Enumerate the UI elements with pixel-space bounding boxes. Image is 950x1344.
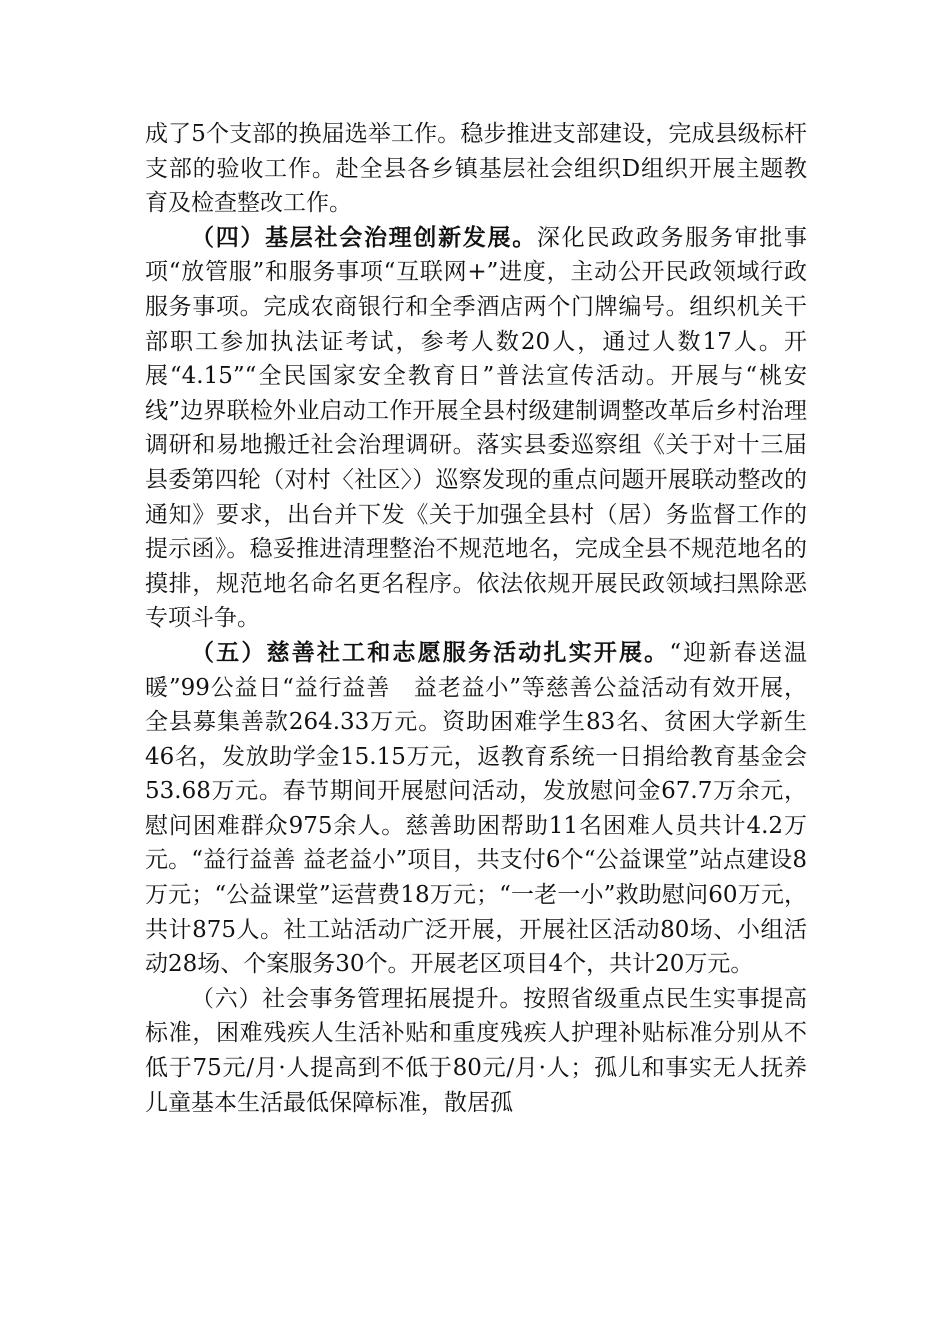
- section-4-body: 深化民政政务服务审批事项“放管服”和服务事项“互联网+”进度，主动公开民政领域行政服务事项。完成农商银行和全季酒店两个门牌编号。组织机关干部职工参加执法证考试，参考人数20人，通过人数17人。开展“4.15”“全民国家安全教育日”普法宣传活动。开展与“桃安线”边界联检外业启动工作开展全县村级建制调整改革后乡村治理调研和易地搬迁社会治理调研。落实县委巡察组《关于对十三届县委第四轮（对村〈社区〉）巡察发现的重点问题开展联动整改的通知》要求，出台并下发《关于加强全县村（居）务监督工作的提示函》。稳妥推进清理整治不规范地名，完成全县不规范地名的摸排，规范地名命名更名程序。依法依规开展民政领域扫黑除恶专项斗争。: [145, 224, 808, 632]
- paragraph-section-6: [145, 982, 807, 1120]
- section-6-heading: （六）社会事务管理拓展提升。: [191, 985, 524, 1012]
- section-5-body: “迎新春送温暖”99公益日“益行益善 益老益小”等慈善公益活动有效开展，全县募集善款264.33万元。资助困难学生83名、贫困大学新生46名，发放助学金15.15万元，返教育系统一日捐给教育基金会53.68万元。春节期间开展慰问活动，发放慰问金67.7万余元，慰问困难群众975余人。慈善助困帮助11名困难人员共计4.2万元。“益行益善 益老益小”项目，共支付6个“公益课堂”站点建设8万元；“公益课堂”运营费18万元；“一老一小”救助慰问60万元，共计875人。社工站活动广泛开展，开展社区活动80场、小组活动28场、个案服务30个。开展老区项目4个，共计20万元。: [145, 639, 808, 978]
- section-6-body: 按照省级重点民生实事提高标准，困难残疾人生活补贴和重度残疾人护理补贴标准分别从不低于75元/月·人提高到不低于80元/月·人；孤儿和事实无人抚养儿童基本生活最低保障标准，散居孤: [145, 985, 808, 1116]
- paragraph-section-4: [145, 221, 807, 636]
- section-4-heading: （四）基层社会治理创新发展。: [191, 223, 537, 251]
- paragraph-intro: [145, 117, 807, 221]
- paragraph-intro-body: 成了5个支部的换届选举工作。稳步推进支部建设，完成县级标杆支部的验收工作。赴全县各乡镇基层社会组织D组织开展主题教育及检查整改工作。: [145, 121, 807, 217]
- document-page: [145, 117, 807, 1120]
- paragraph-section-5: [145, 636, 807, 982]
- section-5-heading: （五）慈善社工和志愿服务活动扎实开展。: [191, 638, 670, 666]
